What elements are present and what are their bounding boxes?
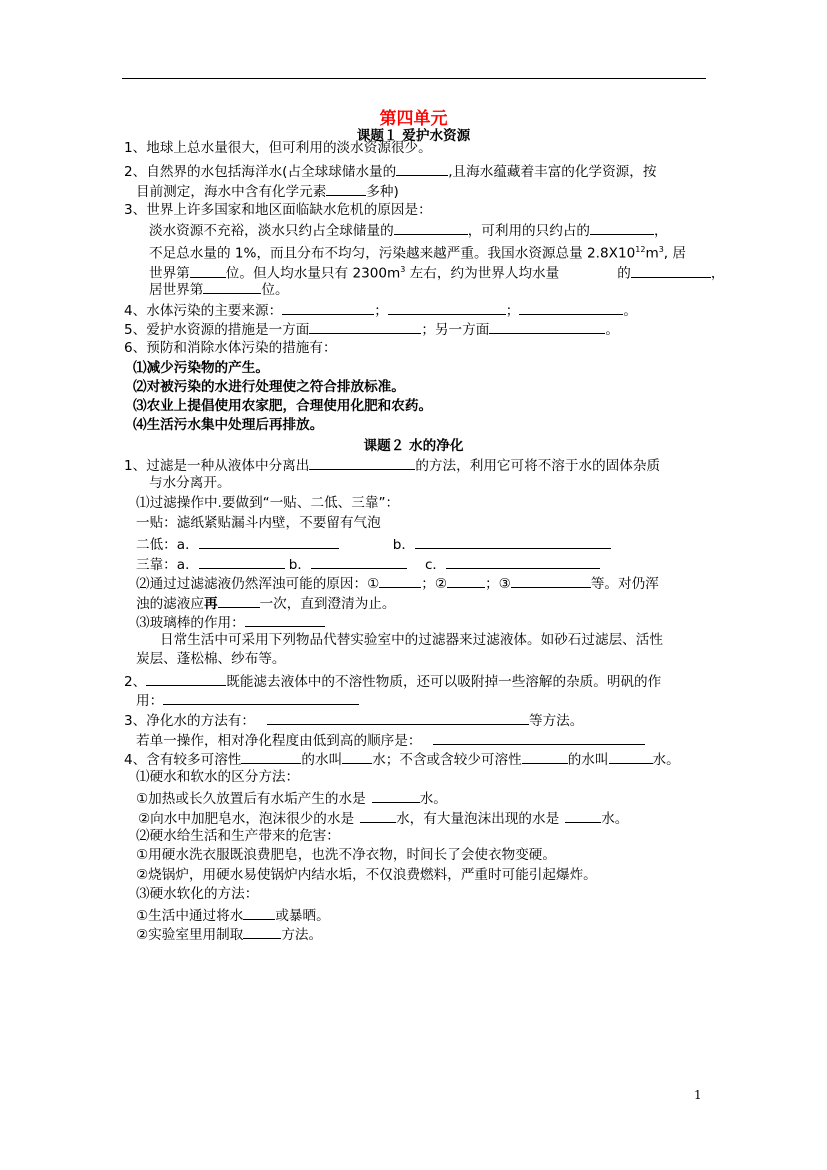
question-1: 1、地球上总水量很大，但可利用的淡水资源很少。	[124, 140, 432, 156]
question-5: 5、爱护水资源的措施是一方面 ；另一方面 。	[124, 319, 619, 340]
purify-3-line-1: 3、净化水的方法有： 等方法。	[124, 710, 583, 731]
fill-blank[interactable]	[447, 573, 485, 588]
page-number: 1	[694, 1088, 702, 1102]
fill-blank[interactable]	[243, 905, 275, 920]
hard-water-5: ①用硬水洗衣服既浪费肥皂，也洗不净衣物，时间长了会使衣物变硬。	[136, 847, 556, 863]
fill-blank[interactable]	[203, 279, 261, 294]
measure-1: ⑴减少污染物的产生。	[133, 360, 269, 376]
fill-blank[interactable]	[282, 300, 374, 315]
question-3-line-2: 不足总水量的 1%，而且分布不均匀，污染越来越严重。我国水资源总量 $2.8X10^{12}m^3$, 居	[149, 245, 687, 262]
fill-blank[interactable]	[342, 749, 372, 764]
fill-blank[interactable]	[394, 220, 468, 235]
fill-blank[interactable]	[609, 749, 653, 764]
fill-blank[interactable]	[372, 788, 420, 803]
header-rule	[122, 78, 706, 79]
fill-blank[interactable]	[245, 612, 325, 627]
fill-blank[interactable]	[199, 534, 339, 549]
purify-4: 4、含有较多可溶性 的水叫 水；不含或含较少可溶性 的水叫 水。	[124, 749, 680, 770]
hard-water-3: ②向水中加肥皂水，泡沫很少的水是 水，有大量泡沫出现的水是 水。	[138, 808, 628, 829]
filter-9: 炭层、蓬松棉、纱布等。	[136, 651, 286, 667]
fill-blank[interactable]	[565, 808, 601, 823]
fill-blank[interactable]	[311, 554, 407, 569]
filter-4: 三靠：a． b． c．	[136, 554, 600, 575]
measure-4: ⑷生活污水集中处理后再排放。	[133, 417, 324, 433]
question-3-line-1: 淡水资源不充裕，淡水只约占全球储量的 ，可利用的只约占的 ，	[149, 220, 668, 241]
fill-blank[interactable]	[190, 263, 226, 278]
fill-blank[interactable]	[446, 554, 600, 569]
fill-blank[interactable]	[379, 573, 421, 588]
section-title-2: 课题２ 水的净化	[363, 438, 464, 454]
filter-5: ⑵通过过滤滤液仍然浑浊可能的原因：① ；② ；③ 等。对仍浑	[136, 573, 659, 594]
fill-blank[interactable]	[415, 534, 611, 549]
measure-2: ⑵对被污染的水进行处理使之符合排放标准。	[133, 379, 405, 395]
fill-blank[interactable]	[243, 924, 281, 939]
filter-1: ⑴过滤操作中.要做到“一贴、二低、三靠”：	[136, 495, 400, 511]
fill-blank[interactable]	[360, 808, 396, 823]
fill-blank[interactable]	[631, 263, 711, 278]
fill-blank[interactable]	[267, 710, 529, 725]
question-3-line-3: 世界第 位。但人均水量只有 $2300m^3$ 左右，约为世界人均水量 的 ，	[149, 260, 724, 284]
question-4: 4、水体污染的主要来源： ； ； 。	[124, 300, 637, 321]
fill-blank[interactable]	[218, 593, 260, 608]
fill-blank[interactable]	[309, 319, 421, 334]
page-title: 第四单元	[379, 109, 448, 129]
fill-blank[interactable]	[590, 220, 654, 235]
filter-6: 浊的滤液应再 一次，直到澄清为止。	[136, 593, 396, 614]
hard-water-8: ①生活中通过将水 或暴晒。	[136, 905, 330, 926]
filter-8: 日常生活中可采用下列物品代替实验室中的过滤器来过滤液体。如砂石过滤层、活性	[160, 632, 663, 648]
hard-water-4: ⑵硬水给生活和生产带来的危害：	[136, 828, 340, 844]
question-2-line-1: 2、自然界的水包括海洋水(占全球球储水量的 ,且海水蕴藏着丰富的化学资源，按	[124, 161, 656, 182]
fill-blank[interactable]	[396, 161, 448, 176]
question-3-line-4: 居世界第 位。	[149, 279, 289, 300]
fill-blank[interactable]	[163, 690, 359, 705]
question-6: 6、预防和消除水体污染的措施有：	[124, 340, 337, 356]
hard-water-1: ⑴硬水和软水的区分方法：	[136, 769, 300, 785]
measure-3: ⑶农业上提倡使用农家肥，合理使用化肥和农药。	[133, 398, 433, 414]
hard-water-7: ⑶硬水软化的方法：	[136, 886, 259, 902]
fill-blank[interactable]	[519, 300, 623, 315]
fill-blank[interactable]	[522, 749, 568, 764]
fill-blank[interactable]	[511, 573, 591, 588]
fill-blank[interactable]	[241, 749, 301, 764]
question-3: 3、世界上许多国家和地区面临缺水危机的原因是：	[124, 202, 432, 218]
hard-water-9: ②实验室里用制取 方法。	[136, 924, 322, 945]
purify-2-line-2: 用：	[136, 690, 359, 711]
fill-blank[interactable]	[199, 554, 285, 569]
purify-1-line-1: 1、过滤是一种从液体中分离出 的方法，利用它可将不溶于水的固体杂质	[124, 455, 660, 476]
fill-blank[interactable]	[388, 300, 506, 315]
question-2-line-2: 目前测定，海水中含有化学元素 多种)	[136, 181, 399, 202]
purify-2-line-1: 2、 既能滤去液体中的不溶性物质，还可以吸附掉一些溶解的杂质。明矾的作	[124, 671, 661, 692]
purify-3-line-2: 若单一操作，相对净化程度由低到高的顺序是：	[136, 730, 645, 751]
fill-blank[interactable]	[326, 181, 366, 196]
filter-7: ⑶玻璃棒的作用：	[136, 612, 325, 633]
fill-blank[interactable]	[309, 455, 415, 470]
filter-2: 一贴：滤纸紧贴漏斗内壁，不要留有气泡	[136, 515, 381, 531]
fill-blank[interactable]	[146, 671, 226, 686]
section-title-1: 课题１ 爱护水资源	[356, 128, 471, 144]
fill-blank[interactable]	[489, 319, 605, 334]
filter-3: 二低：a． b．	[136, 534, 611, 555]
fill-blank[interactable]	[433, 730, 645, 745]
hard-water-6: ②烧锅炉，用硬水易使锅炉内结水垢，不仅浪费燃料，严重时可能引起爆炸。	[136, 867, 597, 883]
hard-water-2: ①加热或长久放置后有水垢产生的水是 水。	[136, 788, 447, 809]
purify-1-line-2: 与水分离开。	[149, 475, 231, 491]
